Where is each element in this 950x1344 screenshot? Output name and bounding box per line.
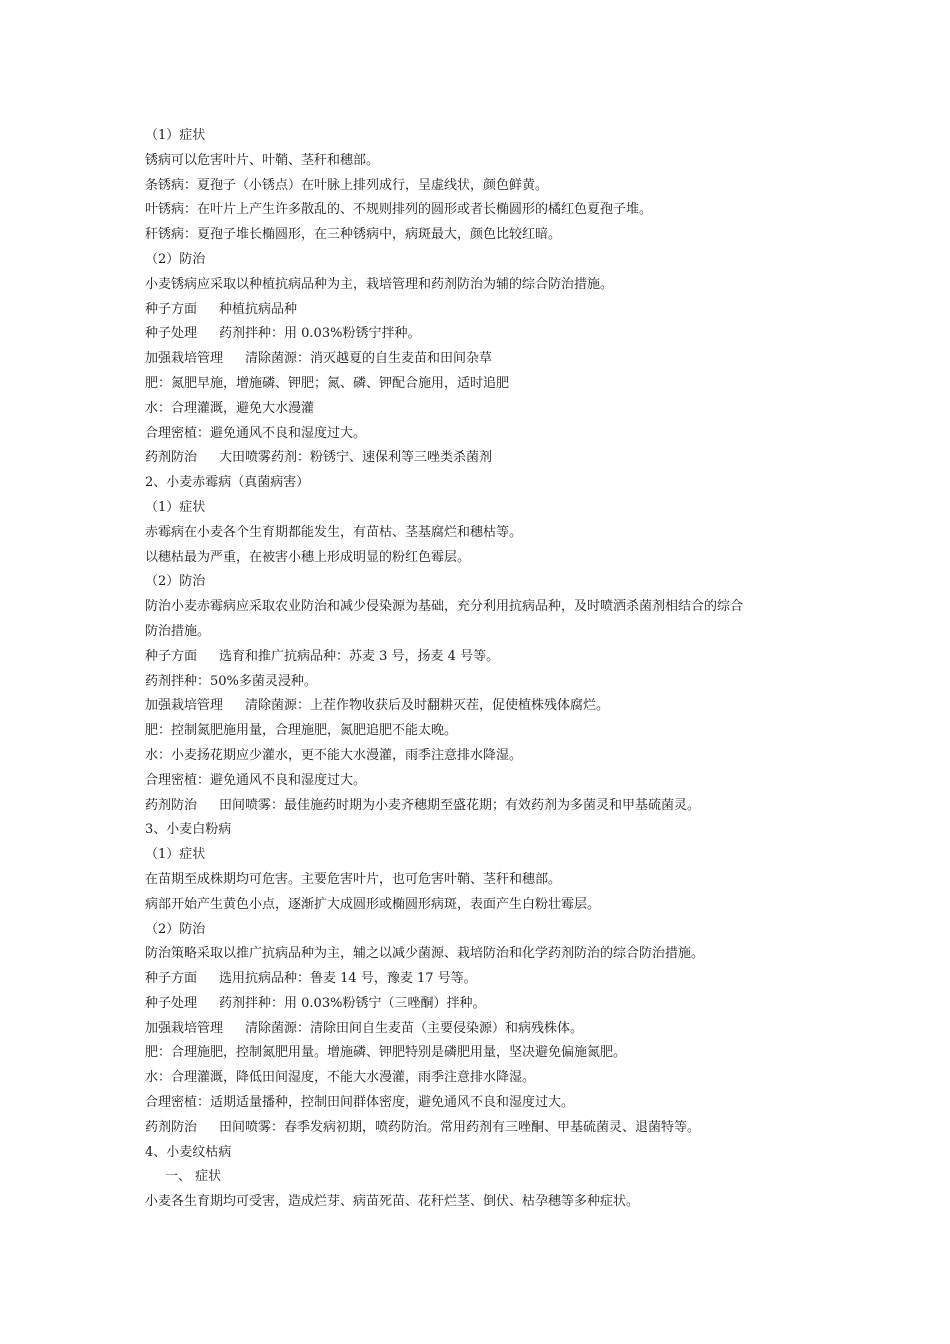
paragraph-text: 大田喷雾药剂：粉锈宁、速保利等三唑类杀菌剂 (219, 450, 493, 466)
paragraph-text: 选用抗病品种：鲁麦 14 号，豫麦 17 号等。 (219, 971, 477, 987)
subsection-heading: （1）症状 (145, 847, 206, 863)
paragraph: 防治策略采取以推广抗病品种为主，辅之以减少菌源、栽培防治和化学药剂防治的综合防治措施。 (145, 946, 705, 962)
labeled-paragraph (145, 645, 815, 670)
labeled-paragraph (145, 794, 815, 819)
paragraph-text: 田间喷雾：春季发病初期，喷药防治。常用药剂有三唑酮、甲基硫菌灵、退菌特等。 (219, 1119, 701, 1135)
paragraph-text: 田间喷雾：最佳施药时期为小麦齐穗期至盛花期；有效药剂为多菌灵和甲基硫菌灵。 (219, 797, 701, 813)
paragraph: 防治小麦赤霉病应采取农业防治和减少侵染源为基础，充分利用抗病品种，及时喷洒杀菌剂相结合的综合 (145, 599, 744, 615)
paragraph: 防治措施。 (145, 623, 211, 639)
paragraph-label: 加强栽培管理 (145, 1020, 224, 1036)
paragraph: 合理密植：适期适量播种，控制田间群体密度，避免通风不良和湿度过大。 (145, 1095, 575, 1111)
paragraph: 合理密植：避免通风不良和湿度过大。 (145, 425, 367, 441)
paragraph: 肥：合理施肥，控制氮肥用量。增施磷、钾肥特别是磷肥用量，坚决避免偏施氮肥。 (145, 1045, 627, 1061)
paragraph-text: 药剂拌种：用 0.03%粉锈宁拌种。 (219, 326, 421, 342)
numbered-subheading: 一、 症状 (165, 1169, 222, 1185)
section-heading: 2、小麦赤霉病（真菌病害） (145, 475, 310, 491)
labeled-paragraph (145, 347, 815, 372)
labeled-paragraph (145, 322, 815, 347)
paragraph-label: 加强栽培管理 (145, 351, 224, 367)
subsection-heading: （1）症状 (145, 128, 206, 143)
paragraph: 水：小麦扬花期应少灌水，更不能大水漫灌，雨季注意排水降湿。 (145, 747, 523, 763)
paragraph-label: 药剂防治 (145, 797, 198, 813)
paragraph-text: 清除菌源：清除田间自生麦苗（主要侵染源）和病残株体。 (245, 1020, 584, 1036)
paragraph: 小麦锈病应采取以种植抗病品种为主，栽培管理和药剂防治为辅的综合防治措施。 (145, 276, 614, 292)
paragraph-text: 清除菌源：上茬作物收获后及时翻耕灭茬，促使植株残体腐烂。 (245, 698, 610, 714)
labeled-paragraph (145, 992, 815, 1017)
subsection-heading: （2）防治 (145, 921, 206, 937)
paragraph: 药剂拌种：50%多菌灵浸种。 (145, 673, 317, 689)
paragraph-text: 清除菌源：消灭越夏的自生麦苗和田间杂草 (245, 351, 493, 367)
paragraph-text: 种植抗病品种 (219, 301, 298, 317)
paragraph-label: 种子方面 (145, 971, 198, 987)
paragraph-text: 药剂拌种：用 0.03%粉锈宁（三唑酮）拌种。 (219, 995, 486, 1011)
document-body (145, 124, 815, 1215)
paragraph-text: 选育和推广抗病品种：苏麦 3 号，扬麦 4 号等。 (219, 648, 500, 664)
paragraph: 条锈病：夏孢子（小锈点）在叶脉上排列成行，呈虚线状，颜色鲜黄。 (145, 177, 549, 193)
paragraph: 以穗枯最为严重，在被害小穗上形成明显的粉红色霉层。 (145, 549, 471, 565)
labeled-paragraph (145, 446, 815, 471)
subsection-heading: （1）症状 (145, 499, 206, 515)
labeled-paragraph (145, 1116, 815, 1141)
section-heading: 3、小麦白粉病 (145, 822, 232, 838)
subsection-heading: （2）防治 (145, 251, 206, 267)
paragraph: 肥：氮肥早施，增施磷、钾肥；氮、磷、钾配合施用，适时追肥 (145, 375, 510, 391)
paragraph-label: 药剂防治 (145, 1119, 198, 1135)
labeled-paragraph (145, 298, 815, 323)
labeled-paragraph (145, 967, 815, 992)
paragraph: 肥：控制氮肥施用量，合理施肥，氮肥追肥不能太晚。 (145, 723, 458, 739)
paragraph: 秆锈病：夏孢子堆长椭圆形，在三种锈病中，病斑最大，颜色比较红暗。 (145, 227, 562, 243)
paragraph: 锈病可以危害叶片、叶鞘、茎秆和穗部。 (145, 152, 380, 168)
paragraph-label: 加强栽培管理 (145, 698, 224, 714)
labeled-paragraph (145, 694, 815, 719)
section-heading: 4、小麦纹枯病 (145, 1144, 232, 1160)
paragraph: 病部开始产生黄色小点，逐渐扩大成圆形或椭圆形病斑，表面产生白粉壮霉层。 (145, 896, 601, 912)
paragraph-label: 药剂防治 (145, 450, 198, 466)
paragraph: 叶锈病：在叶片上产生许多散乱的、不规则排列的圆形或者长椭圆形的橘红色夏孢子堆。 (145, 202, 653, 218)
paragraph-label: 种子方面 (145, 648, 198, 664)
paragraph-label: 种子处理 (145, 326, 198, 342)
paragraph: 合理密植：避免通风不良和湿度过大。 (145, 772, 367, 788)
paragraph: 水：合理灌溉，降低田间湿度，不能大水漫灌，雨季注意排水降湿。 (145, 1070, 536, 1086)
paragraph-label: 种子方面 (145, 301, 198, 317)
paragraph: 在苗期至成株期均可危害。主要危害叶片，也可危害叶鞘、茎秆和穗部。 (145, 871, 562, 887)
paragraph-label: 种子处理 (145, 995, 198, 1011)
paragraph: 赤霉病在小麦各个生育期都能发生，有苗枯、茎基腐烂和穗枯等。 (145, 524, 523, 540)
labeled-paragraph (145, 1017, 815, 1042)
paragraph: 小麦各生育期均可受害，造成烂芽、病苗死苗、花秆烂茎、倒伏、枯孕穗等多种症状。 (145, 1194, 640, 1210)
paragraph: 水：合理灌溉，避免大水漫灌 (145, 400, 315, 416)
subsection-heading: （2）防治 (145, 574, 206, 590)
